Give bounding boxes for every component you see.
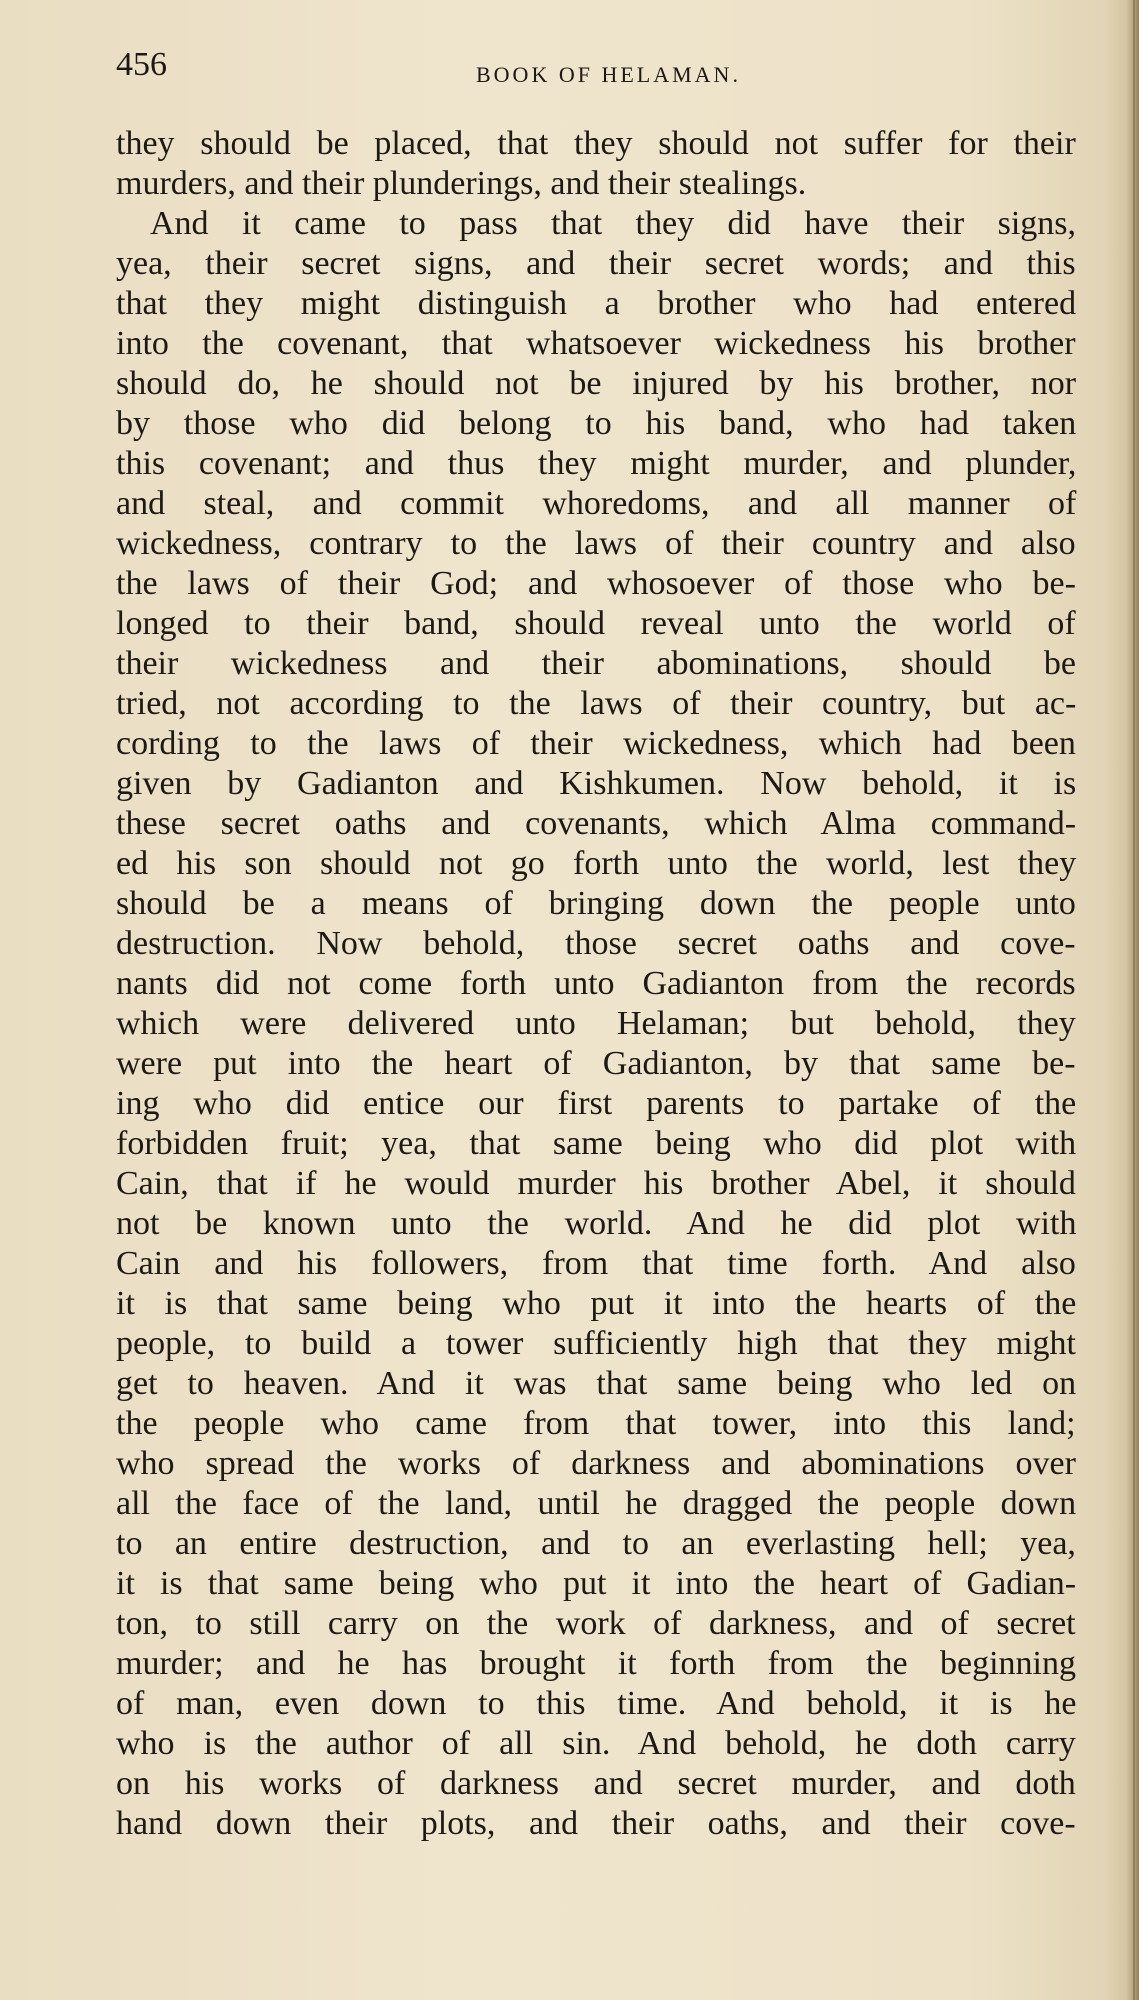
text-line: which were delivered unto Helaman; but behold, they <box>116 1005 1076 1042</box>
text-line: get to heaven. And it was that same being who led on <box>116 1365 1077 1402</box>
text-line: the people who came from that tower, into this land; <box>116 1405 1076 1442</box>
text-line: given by Gadianton and Kishkumen. Now behold, it is <box>116 765 1077 802</box>
text-line: ing who did entice our first parents to partake of the <box>116 1085 1077 1122</box>
text-line: hand down their plots, and their oaths, and their cove- <box>116 1805 1076 1842</box>
text-line: forbidden fruit; yea, that same being who did plot with <box>116 1125 1077 1162</box>
body-text <box>116 124 1076 1844</box>
page-header <box>116 46 1016 96</box>
text-line: yea, their secret signs, and their secret words; and this <box>116 245 1076 282</box>
text-line: tried, not according to the laws of their country, but ac- <box>116 685 1077 722</box>
text-line: it is that same being who put it into the hearts of the <box>116 1285 1077 1322</box>
text-line: this covenant; and thus they might murder, and plunder, <box>116 445 1077 482</box>
text-line: into the covenant, that whatsoever wickedness his brother <box>116 325 1076 362</box>
text-line: cording to the laws of their wickedness, which had been <box>116 725 1076 762</box>
text-line: not be known unto the world. And he did plot with <box>116 1205 1077 1242</box>
text-line: Cain and his followers, from that time forth. And also <box>116 1245 1076 1282</box>
text-line: of man, even down to this time. And behold, it is he <box>116 1685 1077 1722</box>
text-line: that they might distinguish a brother who had entered <box>116 285 1077 322</box>
text-line: who is the author of all sin. And behold, he doth carry <box>116 1725 1076 1762</box>
text-line: destruction. Now behold, those secret oaths and cove- <box>116 925 1076 962</box>
text-line: all the face of the land, until he dragged the people down <box>116 1485 1077 1522</box>
page-number: 456 <box>116 46 167 83</box>
text-line: on his works of darkness and secret murder, and doth <box>116 1765 1076 1802</box>
text-line: should do, he should not be injured by his brother, nor <box>116 365 1077 402</box>
text-line: and steal, and commit whoredoms, and all manner of <box>116 485 1077 522</box>
running-head: BOOK OF HELAMAN. <box>476 62 741 87</box>
text-line: who spread the works of darkness and abominations over <box>116 1445 1076 1482</box>
text-line: wickedness, contrary to the laws of their country and also <box>116 525 1076 562</box>
text-line: murders, and their plunderings, and their stealings. <box>116 165 807 202</box>
text-line: it is that same being who put it into the heart of Gadian- <box>116 1565 1077 1602</box>
text-line: to an entire destruction, and to an everlasting hell; yea, <box>116 1525 1076 1562</box>
text-line: And it came to pass that they did have their signs, <box>116 205 1077 242</box>
text-line: longed to their band, should reveal unto the world of <box>116 605 1076 642</box>
text-line: these secret oaths and covenants, which Alma command- <box>116 805 1077 842</box>
text-line: the laws of their God; and whosoever of those who be- <box>116 565 1076 602</box>
text-line: people, to build a tower sufficiently high that they might <box>116 1325 1077 1362</box>
text-line: Cain, that if he would murder his brother Abel, it should <box>116 1165 1076 1202</box>
text-line: were put into the heart of Gadianton, by that same be- <box>116 1045 1076 1082</box>
text-line: ton, to still carry on the work of darkness, and of secret <box>116 1605 1076 1642</box>
page-edge <box>1125 0 1139 2000</box>
text-line: by those who did belong to his band, who had taken <box>116 405 1077 442</box>
binding-line <box>1133 0 1135 2000</box>
text-line: should be a means of bringing down the people unto <box>116 885 1076 922</box>
text-line: they should be placed, that they should not suffer for their <box>116 125 1076 162</box>
text-line: murder; and he has brought it forth from the beginning <box>116 1645 1076 1682</box>
text-line: nants did not come forth unto Gadianton from the records <box>116 965 1076 1002</box>
text-line: their wickedness and their abominations, should be <box>116 645 1076 682</box>
text-line: ed his son should not go forth unto the world, lest they <box>116 845 1077 882</box>
